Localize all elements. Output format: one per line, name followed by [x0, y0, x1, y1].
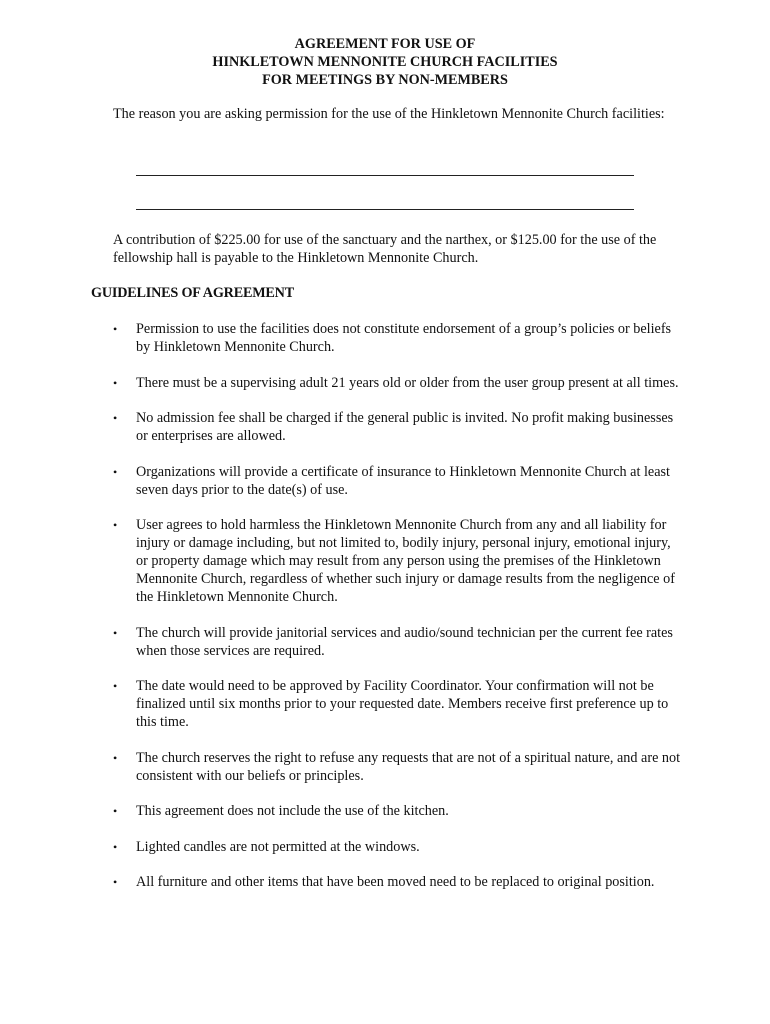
guideline-text: The church reserves the right to refuse any requests that are not of a spiritual nature, and are not consistent with our beliefs or principles.: [136, 749, 681, 784]
reason-blank-line-2[interactable]: [136, 209, 634, 210]
title-line-2: HINKLETOWN MENNONITE CHURCH FACILITIES: [212, 54, 558, 70]
guideline-item: [113, 320, 683, 356]
guideline-text: No admission fee shall be charged if the general public is invited. No profit making businesses or enterprises are allowed.: [136, 410, 674, 444]
bullet-icon: •: [113, 322, 118, 336]
guidelines-heading: GUIDELINES OF AGREEMENT: [91, 285, 294, 301]
bullet-icon: •: [113, 804, 118, 818]
guideline-item: [113, 838, 683, 856]
bullet-icon: •: [113, 375, 118, 390]
guideline-text: There must be a supervising adult 21 years old or older from the user group present at all times.: [136, 374, 679, 391]
guidelines-list: [113, 320, 683, 909]
guideline-item: [113, 463, 683, 499]
contribution-text: A contribution of $225.00 for use of the sanctuary and the narthex, or $125.00 for the use of the fellowship hall is payable to the Hinkletown Mennonite Church.: [113, 232, 657, 266]
guideline-text: This agreement does not include the use of the kitchen.: [136, 803, 449, 819]
reason-prompt: The reason you are asking permission for the use of the Hinkletown Mennonite Church facilities:: [113, 106, 665, 122]
guideline-text: The date would need to be approved by Facility Coordinator. Your confirmation will not be finalized until six months prior to your requested date. Members receive first preference up to this time.: [136, 678, 669, 730]
guideline-item: [113, 873, 683, 891]
guideline-item: [113, 624, 683, 660]
bullet-icon: •: [113, 518, 118, 532]
guideline-item: [113, 516, 683, 606]
bullet-icon: •: [113, 625, 118, 640]
document-title: [0, 35, 770, 89]
guideline-item: [113, 749, 683, 785]
bullet-icon: •: [113, 875, 118, 889]
guideline-text: The church will provide janitorial services and audio/sound technician per the current fee rates when those services are required.: [136, 624, 673, 659]
bullet-icon: •: [113, 411, 118, 425]
bullet-icon: •: [113, 464, 118, 479]
guideline-item: [113, 802, 683, 820]
guideline-item: [113, 374, 683, 392]
title-line-1: AGREEMENT FOR USE OF: [294, 36, 476, 52]
reason-blank-line-1[interactable]: [136, 175, 634, 176]
guideline-text: Organizations will provide a certificate of insurance to Hinkletown Mennonite Church at least seven days prior to the date(s) of use.: [136, 463, 670, 498]
guideline-item: [113, 677, 683, 731]
guideline-item: [113, 409, 683, 445]
guideline-text: All furniture and other items that have been moved need to be replaced to original position.: [136, 874, 655, 890]
title-line-3: FOR MEETINGS BY NON-MEMBERS: [262, 72, 508, 88]
bullet-icon: •: [113, 750, 118, 765]
guideline-text: Permission to use the facilities does not constitute endorsement of a group’s policies or beliefs by Hinkletown Mennonite Church.: [136, 321, 672, 355]
bullet-icon: •: [113, 679, 118, 693]
guideline-text: Lighted candles are not permitted at the windows.: [136, 838, 420, 855]
guideline-text: User agrees to hold harmless the Hinkletown Mennonite Church from any and all liability for injury or damage including, but not limited to, bodily injury, personal injury, emotional injury, or property damage which may result from any person using the premises of the Hinkletown Mennonite Church, regardless of whether such injury or damage results from the negligence of the Hinkletown Mennonite Church.: [136, 517, 675, 605]
bullet-icon: •: [113, 839, 118, 854]
